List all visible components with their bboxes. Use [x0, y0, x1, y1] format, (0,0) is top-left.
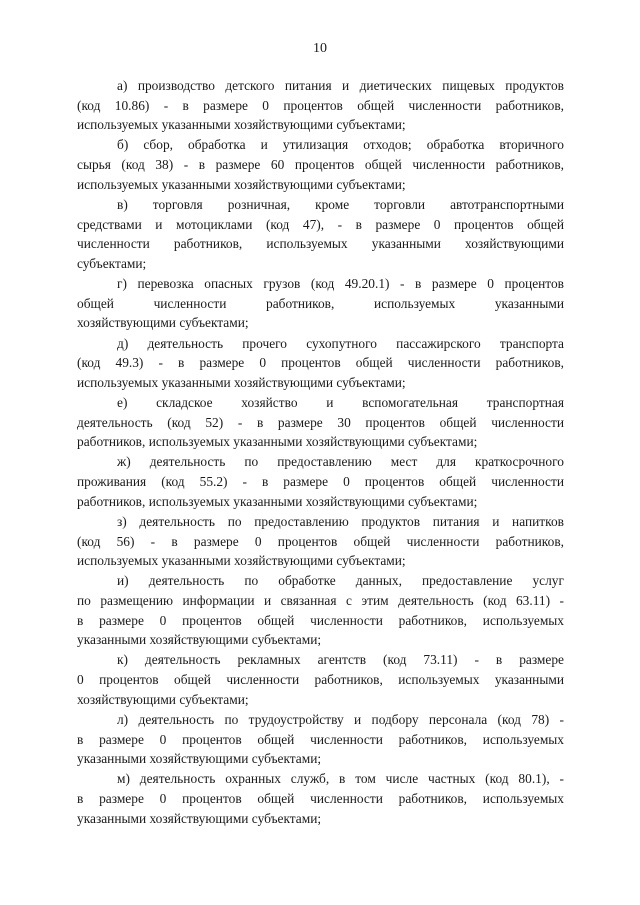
list-item-line: используемых указанными хозяйствующими субъектами;: [77, 374, 406, 390]
list-item-line: хозяйствующими субъектами;: [77, 315, 249, 331]
list-item: [77, 274, 564, 333]
list-item-line: в размере 0 процентов общей численности работников, используемых: [77, 612, 564, 628]
list-item-line: по размещению информации и связанная с этим деятельность (код 63.11) -: [77, 593, 564, 608]
list-item-line: и) деятельность по обработке данных, предоставление услуг: [117, 573, 564, 589]
list-item-line: общей численности работников, используемых указанными: [77, 295, 564, 311]
list-item-line: ж) деятельность по предоставлению мест для краткосрочного: [117, 454, 564, 470]
page-number: 10: [313, 41, 327, 56]
list-item-line: указанными хозяйствующими субъектами;: [77, 751, 322, 767]
list-item-line: з) деятельность по предоставлению продуктов питания и напитков: [117, 513, 564, 529]
list-item-line: в размере 0 процентов общей численности работников, используемых: [77, 791, 564, 807]
list-item-line: указанными хозяйствующими субъектами;: [77, 810, 322, 826]
list-item-line: деятельность (код 52) - в размере 30 процентов общей численности: [77, 414, 564, 430]
list-item-line: б) сбор, обработка и утилизация отходов; обработка вторичного: [117, 137, 564, 153]
list-item-line: используемых указанными хозяйствующими субъектами;: [77, 553, 406, 569]
list-item-line: используемых указанными хозяйствующими субъектами;: [77, 176, 406, 192]
list-item-line: проживания (код 55.2) - в размере 0 процентов общей численности: [77, 474, 564, 490]
list-item-line: (код 10.86) - в размере 0 процентов общей численности работников,: [77, 97, 564, 113]
list-item-line: субъектами;: [77, 255, 147, 271]
list-item: [77, 195, 564, 274]
list-item-line: к) деятельность рекламных агентств (код 73.11) - в размере: [117, 652, 564, 668]
list-item-line: работников, используемых указанными хозяйствующими субъектами;: [77, 434, 478, 450]
list-item: [77, 710, 564, 769]
list-item-line: сырья (код 38) - в размере 60 процентов общей численности работников,: [77, 157, 564, 173]
list-item-line: средствами и мотоциклами (код 47), - в размере 0 процентов общей: [77, 216, 564, 232]
list-item: [77, 334, 564, 393]
list-item-line: м) деятельность охранных служб, в том числе частных (код 80.1), -: [117, 771, 564, 787]
list-item-line: хозяйствующими субъектами;: [77, 691, 249, 707]
document-body: [77, 76, 564, 829]
list-item-line: л) деятельность по трудоустройству и подбору персонала (код 78) -: [117, 711, 564, 727]
list-item: [77, 76, 564, 135]
list-item-line: численности работников, используемых указанными хозяйствующими: [77, 236, 564, 252]
list-item: [77, 769, 564, 828]
list-item-line: указанными хозяйствующими субъектами;: [77, 632, 322, 648]
list-item: [77, 650, 564, 709]
list-item-line: е) складское хозяйство и вспомогательная транспортная: [117, 394, 564, 410]
list-item: [77, 512, 564, 571]
list-item-line: (код 56) - в размере 0 процентов общей численности работников,: [77, 533, 564, 549]
list-item-line: работников, используемых указанными хозяйствующими субъектами;: [77, 493, 478, 509]
list-item: [77, 393, 564, 452]
list-item-line: (код 49.3) - в размере 0 процентов общей численности работников,: [77, 355, 564, 371]
list-item-line: г) перевозка опасных грузов (код 49.20.1) - в размере 0 процентов: [117, 276, 564, 292]
list-item-line: а) производство детского питания и диетических пищевых продуктов: [117, 78, 564, 93]
list-item: [77, 135, 564, 194]
list-item-line: в размере 0 процентов общей численности работников, используемых: [77, 731, 564, 747]
list-item: [77, 571, 564, 650]
list-item: [77, 452, 564, 511]
list-item-line: 0 процентов общей численности работников, используемых указанными: [77, 672, 564, 688]
list-item-line: используемых указанными хозяйствующими субъектами;: [77, 117, 406, 133]
list-item-line: д) деятельность прочего сухопутного пассажирского транспорта: [117, 335, 564, 351]
list-item-line: в) торговля розничная, кроме торговли автотранспортными: [117, 196, 564, 212]
